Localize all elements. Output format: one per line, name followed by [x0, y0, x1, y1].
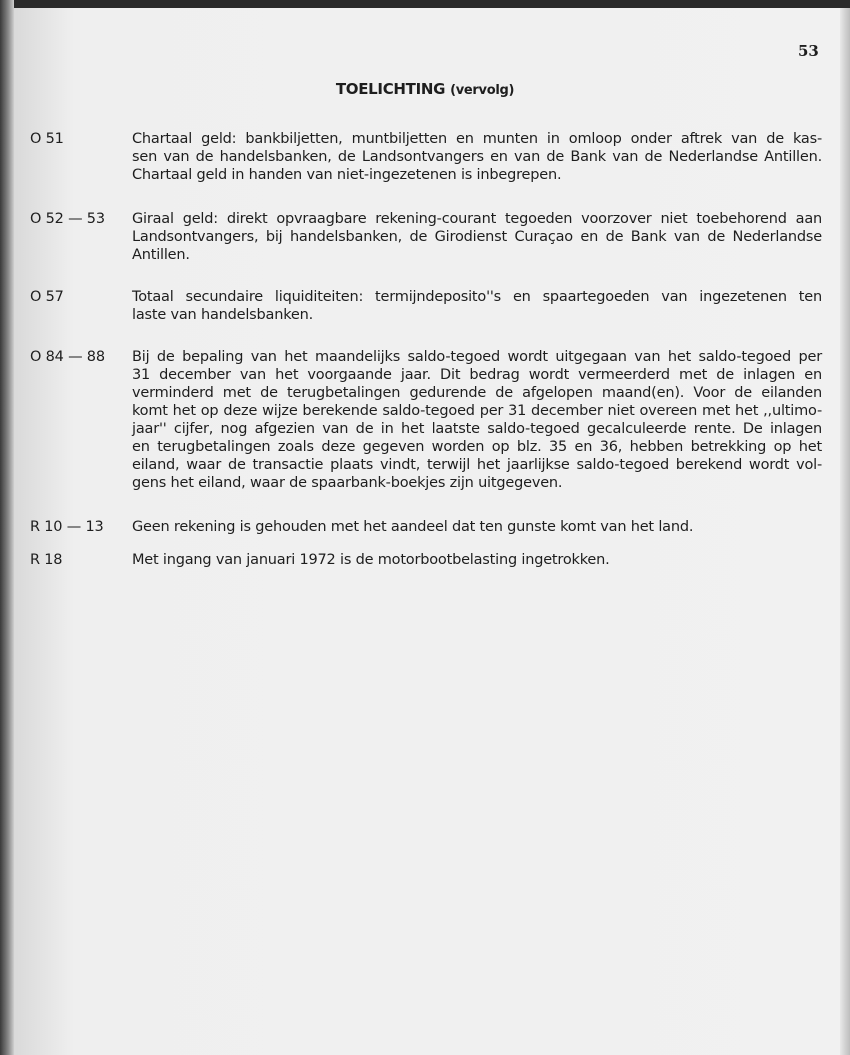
text-line: Chartaal geld in handen van niet-ingezetenen is inbegrepen.	[132, 167, 562, 183]
text-line: Antillen.	[132, 247, 190, 263]
text-line: 31 december van het voorgaande jaar. Dit bedrag wordt vermeerderd met de inlagen en	[132, 367, 822, 383]
note-text	[132, 551, 822, 569]
note-reference: O 57	[30, 289, 64, 305]
text-line: komt het op deze wijze berekende saldo-tegoed per 31 december niet overeen met het ,,ultimo-	[132, 403, 822, 419]
text-line: gens het eiland, waar de spaarbank-boekjes zijn uitgegeven.	[132, 475, 563, 491]
note-text	[132, 288, 822, 324]
text-line: eiland, waar de transactie plaats vindt, terwijl het jaarlijkse saldo-tegoed berekend wordt vol-	[132, 457, 822, 473]
text-line: Met ingang van januari 1972 is de motorbootbelasting ingetrokken.	[132, 552, 610, 568]
note-text	[132, 210, 822, 264]
note-reference: R 18	[30, 552, 63, 568]
note-text	[132, 348, 822, 492]
text-line: Totaal secundaire liquiditeiten: termijndeposito''s en spaartegoeden van ingezetenen ten	[132, 289, 822, 305]
text-line: Chartaal geld: bankbiljetten, muntbiljetten en munten in omloop onder aftrek van de kas-	[132, 131, 822, 147]
text-line: sen van de handelsbanken, de Landsontvangers en van de Bank van de Nederlandse Antillen.	[132, 149, 822, 165]
text-line: verminderd met de terugbetalingen gedurende de afgelopen maand(en). Voor de eilanden	[132, 385, 822, 401]
note-reference: R 10 — 13	[30, 519, 104, 535]
scan-top-edge	[0, 0, 850, 8]
page-title	[0, 80, 850, 98]
text-line: Landsontvangers, bij handelsbanken, de Girodienst Curaçao en de Bank van de Nederlandse	[132, 229, 822, 245]
text-line: jaar'' cijfer, nog afgezien van de in het laatste saldo-tegoed gecalculeerde rente. De inlagen	[132, 421, 822, 437]
text-line: Bij de bepaling van het maandelijks saldo-tegoed wordt uitgegaan van het saldo-tegoed per	[132, 349, 822, 365]
text-line: en terugbetalingen zoals deze gegeven worden op blz. 35 en 36, hebben betrekking op het	[132, 439, 822, 455]
page-number: 53	[798, 42, 819, 60]
note-text	[132, 518, 822, 536]
note-reference: O 51	[30, 131, 64, 147]
text-line: laste van handelsbanken.	[132, 307, 314, 323]
note-text	[132, 130, 822, 184]
text-line: Giraal geld: direkt opvraagbare rekening-courant tegoeden voorzover niet toebehorend aan	[132, 211, 822, 227]
title-text: TOELICHTING	[335, 80, 446, 98]
text-line: Geen rekening is gehouden met het aandeel dat ten gunste komt van het land.	[132, 519, 694, 535]
title-suffix: (vervolg)	[450, 83, 515, 98]
note-reference: O 52 — 53	[30, 211, 105, 227]
book-binding-edge	[0, 0, 14, 1055]
scan-right-edge	[840, 8, 850, 1055]
note-reference: O 84 — 88	[30, 349, 105, 365]
